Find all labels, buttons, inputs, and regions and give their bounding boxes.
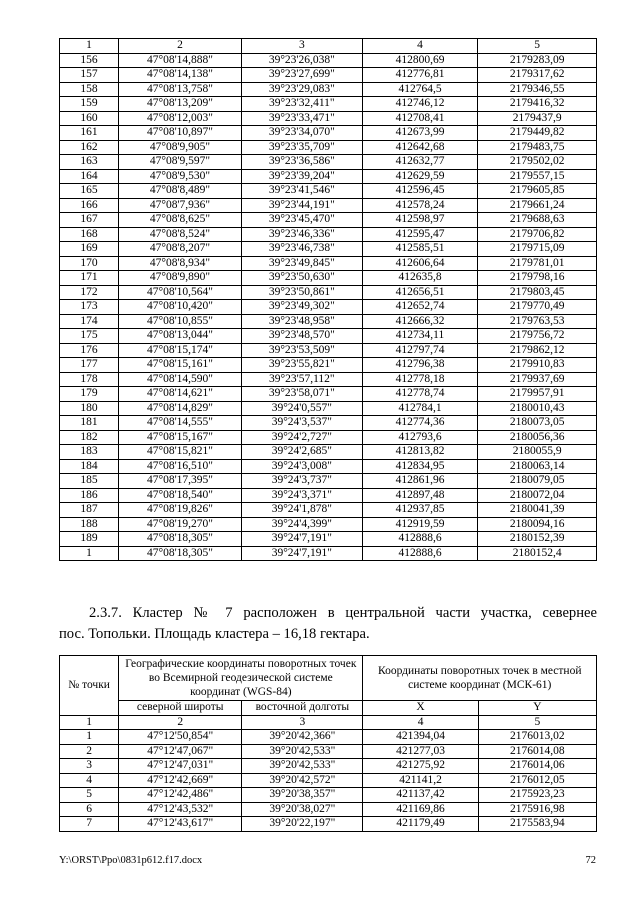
column-number: 2 xyxy=(119,39,242,54)
cell-latitude: 47°12'43,532" xyxy=(119,802,242,817)
table-row xyxy=(60,474,597,489)
column-number: 4 xyxy=(362,39,478,54)
cell-y: 2180056,36 xyxy=(478,430,597,445)
table-row xyxy=(60,546,597,561)
cell-x: 412632,77 xyxy=(362,155,478,170)
cell-latitude: 47°08'9,890" xyxy=(119,271,242,286)
cell-latitude: 47°08'8,524" xyxy=(119,227,242,242)
cell-longitude: 39°23'50,630" xyxy=(241,271,362,286)
table-row xyxy=(60,817,597,832)
cell-point-number: 156 xyxy=(60,53,119,68)
cell-point-number: 168 xyxy=(60,227,119,242)
header-point-number: № точки xyxy=(60,656,119,716)
cell-y: 2179957,91 xyxy=(478,387,597,402)
paragraph-line: пос. Топольки. Площадь кластера – 16,18 гектара. xyxy=(59,626,370,642)
cell-y: 2179283,09 xyxy=(478,53,597,68)
cell-longitude: 39°23'55,821" xyxy=(241,358,362,373)
cell-longitude: 39°23'53,509" xyxy=(241,343,362,358)
cell-point-number: 179 xyxy=(60,387,119,402)
cell-point-number: 7 xyxy=(60,817,119,832)
cell-x: 412778,74 xyxy=(362,387,478,402)
cell-y: 2179781,01 xyxy=(478,256,597,271)
cell-point-number: 2 xyxy=(60,744,119,759)
cell-y: 2180152,39 xyxy=(478,532,597,547)
cell-point-number: 176 xyxy=(60,343,119,358)
table-row xyxy=(60,53,597,68)
paragraph-line: 2.3.7. Кластер № 7 расположен в центральной части участка, севернее xyxy=(89,605,597,621)
cell-x: 412861,96 xyxy=(362,474,478,489)
cell-point-number: 171 xyxy=(60,271,119,286)
cell-latitude: 47°08'14,621" xyxy=(119,387,242,402)
cell-longitude: 39°23'27,699" xyxy=(241,68,362,83)
table-row xyxy=(60,517,597,532)
cell-longitude: 39°23'26,038" xyxy=(241,53,362,68)
table-row xyxy=(60,256,597,271)
cell-longitude: 39°23'39,204" xyxy=(241,169,362,184)
cell-point-number: 160 xyxy=(60,111,119,126)
cell-x: 412734,11 xyxy=(362,329,478,344)
table-row xyxy=(60,759,597,774)
table-row xyxy=(60,503,597,518)
cell-point-number: 186 xyxy=(60,488,119,503)
cell-x: 421179,49 xyxy=(363,817,478,832)
table-subheader-row xyxy=(60,701,597,716)
cell-latitude: 47°08'8,489" xyxy=(119,184,242,199)
cell-x: 412606,64 xyxy=(362,256,478,271)
cell-latitude: 47°08'19,826" xyxy=(119,503,242,518)
cell-latitude: 47°08'13,758" xyxy=(119,82,242,97)
header-local-coordinates: Координаты поворотных точек в местной системе координат (МСК-61) xyxy=(363,656,597,701)
cell-latitude: 47°08'10,855" xyxy=(119,314,242,329)
cell-x: 421169,86 xyxy=(363,802,478,817)
cell-y: 2179502,02 xyxy=(478,155,597,170)
cell-latitude: 47°08'19,270" xyxy=(119,517,242,532)
cell-y: 2179557,15 xyxy=(478,169,597,184)
cell-latitude: 47°08'10,420" xyxy=(119,300,242,315)
cell-point-number: 163 xyxy=(60,155,119,170)
cell-longitude: 39°23'46,738" xyxy=(241,242,362,257)
cell-longitude: 39°20'22,197" xyxy=(242,817,363,832)
cell-longitude: 39°23'57,112" xyxy=(241,372,362,387)
cell-longitude: 39°24'3,008" xyxy=(241,459,362,474)
column-number: 5 xyxy=(478,39,597,54)
cell-latitude: 47°08'9,905" xyxy=(119,140,242,155)
table-row xyxy=(60,271,597,286)
cell-point-number: 170 xyxy=(60,256,119,271)
cell-x: 412764,5 xyxy=(362,82,478,97)
cell-longitude: 39°20'42,366" xyxy=(242,730,363,745)
table-row xyxy=(60,126,597,141)
cell-y: 2180063,14 xyxy=(478,459,597,474)
table-row xyxy=(60,416,597,431)
cell-x: 412656,51 xyxy=(362,285,478,300)
cell-y: 2179688,63 xyxy=(478,213,597,228)
cell-longitude: 39°23'45,470" xyxy=(241,213,362,228)
cell-latitude: 47°08'15,821" xyxy=(119,445,242,460)
cell-latitude: 47°08'7,936" xyxy=(119,198,242,213)
cell-y: 2175916,98 xyxy=(478,802,596,817)
cell-latitude: 47°12'47,031" xyxy=(119,759,242,774)
cell-y: 2179798,16 xyxy=(478,271,597,286)
cell-point-number: 175 xyxy=(60,329,119,344)
cell-latitude: 47°08'15,167" xyxy=(119,430,242,445)
cell-y: 2179661,24 xyxy=(478,198,597,213)
column-number: 4 xyxy=(363,715,478,730)
column-number: 3 xyxy=(242,715,363,730)
cell-y: 2179416,32 xyxy=(478,97,597,112)
cell-longitude: 39°23'35,709" xyxy=(241,140,362,155)
subheader-y: Y xyxy=(478,701,596,716)
cell-y: 2176014,08 xyxy=(478,744,596,759)
cell-point-number: 169 xyxy=(60,242,119,257)
table-row xyxy=(60,140,597,155)
cell-x: 412652,74 xyxy=(362,300,478,315)
cell-x: 412596,45 xyxy=(362,184,478,199)
cell-point-number: 187 xyxy=(60,503,119,518)
table-row xyxy=(60,788,597,803)
cell-point-number: 188 xyxy=(60,517,119,532)
cell-longitude: 39°23'58,071" xyxy=(241,387,362,402)
cell-x: 412793,6 xyxy=(362,430,478,445)
cell-x: 412834,95 xyxy=(362,459,478,474)
cell-y: 2175583,94 xyxy=(478,817,596,832)
cell-point-number: 184 xyxy=(60,459,119,474)
cell-longitude: 39°24'0,557" xyxy=(241,401,362,416)
cell-latitude: 47°08'12,003" xyxy=(119,111,242,126)
cell-latitude: 47°08'13,209" xyxy=(119,97,242,112)
cell-y: 2179483,75 xyxy=(478,140,597,155)
table-row xyxy=(60,227,597,242)
subheader-longitude: восточной долготы xyxy=(242,701,363,716)
table-row xyxy=(60,744,597,759)
cell-y: 2180094,16 xyxy=(478,517,597,532)
cell-y: 2179715,09 xyxy=(478,242,597,257)
table-row xyxy=(60,445,597,460)
cell-y: 2179449,82 xyxy=(478,126,597,141)
coordinates-table-continued xyxy=(59,38,597,561)
cell-longitude: 39°24'1,878" xyxy=(241,503,362,518)
table-row xyxy=(60,329,597,344)
cell-y: 2180152,4 xyxy=(478,546,597,561)
cell-point-number: 4 xyxy=(60,773,119,788)
header-geographic-coordinates: Географические координаты поворотных точек во Всемирной геодезической системе координат (WGS-84) xyxy=(119,656,363,701)
table-row xyxy=(60,372,597,387)
cell-point-number: 162 xyxy=(60,140,119,155)
cell-latitude: 47°08'17,395" xyxy=(119,474,242,489)
table-row xyxy=(60,459,597,474)
cell-point-number: 181 xyxy=(60,416,119,431)
cell-y: 2180055,9 xyxy=(478,445,597,460)
table-row xyxy=(60,155,597,170)
cell-x: 412746,12 xyxy=(362,97,478,112)
cell-latitude: 47°08'9,530" xyxy=(119,169,242,184)
cell-y: 2179756,72 xyxy=(478,329,597,344)
cell-latitude: 47°08'9,597" xyxy=(119,155,242,170)
cell-x: 412888,6 xyxy=(362,532,478,547)
cell-latitude: 47°08'10,564" xyxy=(119,285,242,300)
table-row xyxy=(60,82,597,97)
cell-y: 2180073,05 xyxy=(478,416,597,431)
table-row xyxy=(60,488,597,503)
cell-x: 412888,6 xyxy=(362,546,478,561)
cell-x: 412642,68 xyxy=(362,140,478,155)
cell-latitude: 47°08'14,590" xyxy=(119,372,242,387)
cell-y: 2179937,69 xyxy=(478,372,597,387)
footer-page-number: 72 xyxy=(585,855,596,866)
cell-y: 2180010,43 xyxy=(478,401,597,416)
cell-latitude: 47°12'42,486" xyxy=(119,788,242,803)
cell-y: 2179910,83 xyxy=(478,358,597,373)
cell-longitude: 39°23'32,411" xyxy=(241,97,362,112)
cell-longitude: 39°23'44,191" xyxy=(241,198,362,213)
table-row xyxy=(60,430,597,445)
cell-x: 412598,97 xyxy=(362,213,478,228)
table-row xyxy=(60,387,597,402)
cell-longitude: 39°23'49,845" xyxy=(241,256,362,271)
cell-point-number: 167 xyxy=(60,213,119,228)
cell-longitude: 39°24'7,191" xyxy=(241,546,362,561)
cell-longitude: 39°23'36,586" xyxy=(241,155,362,170)
cluster-description xyxy=(59,603,597,645)
cell-x: 412897,48 xyxy=(362,488,478,503)
cell-longitude: 39°20'38,027" xyxy=(242,802,363,817)
cell-longitude: 39°23'50,861" xyxy=(241,285,362,300)
cell-y: 2179605,85 xyxy=(478,184,597,199)
cell-longitude: 39°20'42,533" xyxy=(242,759,363,774)
cell-x: 412673,99 xyxy=(362,126,478,141)
table-header-row xyxy=(60,656,597,701)
cell-point-number: 183 xyxy=(60,445,119,460)
cell-longitude: 39°20'42,572" xyxy=(242,773,363,788)
cell-x: 421394,04 xyxy=(363,730,478,745)
cell-point-number: 172 xyxy=(60,285,119,300)
cell-y: 2179317,62 xyxy=(478,68,597,83)
cell-latitude: 47°08'18,305" xyxy=(119,532,242,547)
cell-point-number: 174 xyxy=(60,314,119,329)
cell-latitude: 47°08'10,897" xyxy=(119,126,242,141)
cell-longitude: 39°20'38,357" xyxy=(242,788,363,803)
cell-x: 421275,92 xyxy=(363,759,478,774)
table-column-numbers-row xyxy=(60,715,597,730)
cell-longitude: 39°23'48,958" xyxy=(241,314,362,329)
table-row xyxy=(60,111,597,126)
cell-point-number: 159 xyxy=(60,97,119,112)
table-row xyxy=(60,242,597,257)
cell-x: 421137,42 xyxy=(363,788,478,803)
table-row xyxy=(60,401,597,416)
cell-longitude: 39°23'49,302" xyxy=(241,300,362,315)
table-row xyxy=(60,532,597,547)
cell-longitude: 39°24'4,399" xyxy=(241,517,362,532)
cell-longitude: 39°23'33,471" xyxy=(241,111,362,126)
table-row xyxy=(60,198,597,213)
cell-y: 2180041,39 xyxy=(478,503,597,518)
cluster-7-coordinates-table xyxy=(59,655,597,832)
cell-x: 412778,18 xyxy=(362,372,478,387)
cell-x: 412800,69 xyxy=(362,53,478,68)
subheader-x: X xyxy=(363,701,478,716)
cell-x: 412635,8 xyxy=(362,271,478,286)
cell-x: 412919,59 xyxy=(362,517,478,532)
cell-y: 2179803,45 xyxy=(478,285,597,300)
cell-x: 412666,32 xyxy=(362,314,478,329)
column-number: 1 xyxy=(60,715,119,730)
cell-longitude: 39°20'42,533" xyxy=(242,744,363,759)
table-row xyxy=(60,358,597,373)
footer-file-path: Y:\ORST\Ppo\0831p612.f17.docx xyxy=(59,855,203,866)
cell-longitude: 39°24'3,737" xyxy=(241,474,362,489)
cell-latitude: 47°12'50,854" xyxy=(119,730,242,745)
cell-latitude: 47°12'42,669" xyxy=(119,773,242,788)
cell-x: 412774,36 xyxy=(362,416,478,431)
cell-latitude: 47°08'13,044" xyxy=(119,329,242,344)
cell-y: 2179862,12 xyxy=(478,343,597,358)
cell-point-number: 180 xyxy=(60,401,119,416)
cell-longitude: 39°24'7,191" xyxy=(241,532,362,547)
cell-latitude: 47°08'8,625" xyxy=(119,213,242,228)
table-row xyxy=(60,343,597,358)
table-row xyxy=(60,68,597,83)
cell-point-number: 6 xyxy=(60,802,119,817)
cell-x: 421141,2 xyxy=(363,773,478,788)
cell-x: 412595,47 xyxy=(362,227,478,242)
cell-point-number: 189 xyxy=(60,532,119,547)
cell-latitude: 47°08'14,888" xyxy=(119,53,242,68)
cell-x: 412629,59 xyxy=(362,169,478,184)
cell-x: 412937,85 xyxy=(362,503,478,518)
cell-longitude: 39°23'48,570" xyxy=(241,329,362,344)
cell-x: 412708,41 xyxy=(362,111,478,126)
cell-x: 412797,74 xyxy=(362,343,478,358)
cell-y: 2180079,05 xyxy=(478,474,597,489)
cell-point-number: 164 xyxy=(60,169,119,184)
column-number: 5 xyxy=(478,715,596,730)
cell-y: 2176014,06 xyxy=(478,759,596,774)
cell-latitude: 47°12'43,617" xyxy=(119,817,242,832)
cell-y: 2179706,82 xyxy=(478,227,597,242)
table-header-row xyxy=(60,39,597,54)
cell-point-number: 182 xyxy=(60,430,119,445)
cell-x: 412585,51 xyxy=(362,242,478,257)
cell-y: 2176013,02 xyxy=(478,730,596,745)
table-row xyxy=(60,773,597,788)
cell-latitude: 47°08'18,305" xyxy=(119,546,242,561)
cell-longitude: 39°23'46,336" xyxy=(241,227,362,242)
cell-point-number: 158 xyxy=(60,82,119,97)
cell-y: 2180072,04 xyxy=(478,488,597,503)
cell-x: 412784,1 xyxy=(362,401,478,416)
cell-longitude: 39°24'3,371" xyxy=(241,488,362,503)
cell-point-number: 1 xyxy=(60,546,119,561)
cell-y: 2179437,9 xyxy=(478,111,597,126)
table-row xyxy=(60,285,597,300)
cell-longitude: 39°24'3,537" xyxy=(241,416,362,431)
cell-latitude: 47°08'15,161" xyxy=(119,358,242,373)
cell-y: 2179770,49 xyxy=(478,300,597,315)
cell-longitude: 39°23'29,083" xyxy=(241,82,362,97)
table-row xyxy=(60,97,597,112)
cell-longitude: 39°23'41,546" xyxy=(241,184,362,199)
cell-point-number: 5 xyxy=(60,788,119,803)
cell-point-number: 178 xyxy=(60,372,119,387)
cell-x: 412796,38 xyxy=(362,358,478,373)
cell-point-number: 1 xyxy=(60,730,119,745)
cell-latitude: 47°12'47,067" xyxy=(119,744,242,759)
table-row xyxy=(60,213,597,228)
cell-point-number: 3 xyxy=(60,759,119,774)
table-row xyxy=(60,169,597,184)
cell-latitude: 47°08'8,934" xyxy=(119,256,242,271)
cell-latitude: 47°08'14,829" xyxy=(119,401,242,416)
cell-x: 412578,24 xyxy=(362,198,478,213)
cell-latitude: 47°08'8,207" xyxy=(119,242,242,257)
cell-x: 412813,82 xyxy=(362,445,478,460)
cell-y: 2179763,53 xyxy=(478,314,597,329)
cell-latitude: 47°08'16,510" xyxy=(119,459,242,474)
cell-point-number: 165 xyxy=(60,184,119,199)
cell-longitude: 39°24'2,685" xyxy=(241,445,362,460)
cell-y: 2175923,23 xyxy=(478,788,596,803)
column-number: 1 xyxy=(60,39,119,54)
table-row xyxy=(60,802,597,817)
cell-point-number: 157 xyxy=(60,68,119,83)
table-row xyxy=(60,730,597,745)
cell-x: 412776,81 xyxy=(362,68,478,83)
cell-point-number: 177 xyxy=(60,358,119,373)
cell-point-number: 166 xyxy=(60,198,119,213)
cell-x: 421277,03 xyxy=(363,744,478,759)
cell-point-number: 161 xyxy=(60,126,119,141)
table-row xyxy=(60,300,597,315)
subheader-latitude: северной широты xyxy=(119,701,242,716)
column-number: 2 xyxy=(119,715,242,730)
cell-y: 2179346,55 xyxy=(478,82,597,97)
cell-longitude: 39°24'2,727" xyxy=(241,430,362,445)
cell-latitude: 47°08'15,174" xyxy=(119,343,242,358)
table-row xyxy=(60,314,597,329)
table-row xyxy=(60,184,597,199)
cell-latitude: 47°08'14,555" xyxy=(119,416,242,431)
cell-point-number: 173 xyxy=(60,300,119,315)
cell-longitude: 39°23'34,070" xyxy=(241,126,362,141)
cell-point-number: 185 xyxy=(60,474,119,489)
column-number: 3 xyxy=(241,39,362,54)
cell-latitude: 47°08'14,138" xyxy=(119,68,242,83)
cell-latitude: 47°08'18,540" xyxy=(119,488,242,503)
cell-y: 2176012,05 xyxy=(478,773,596,788)
